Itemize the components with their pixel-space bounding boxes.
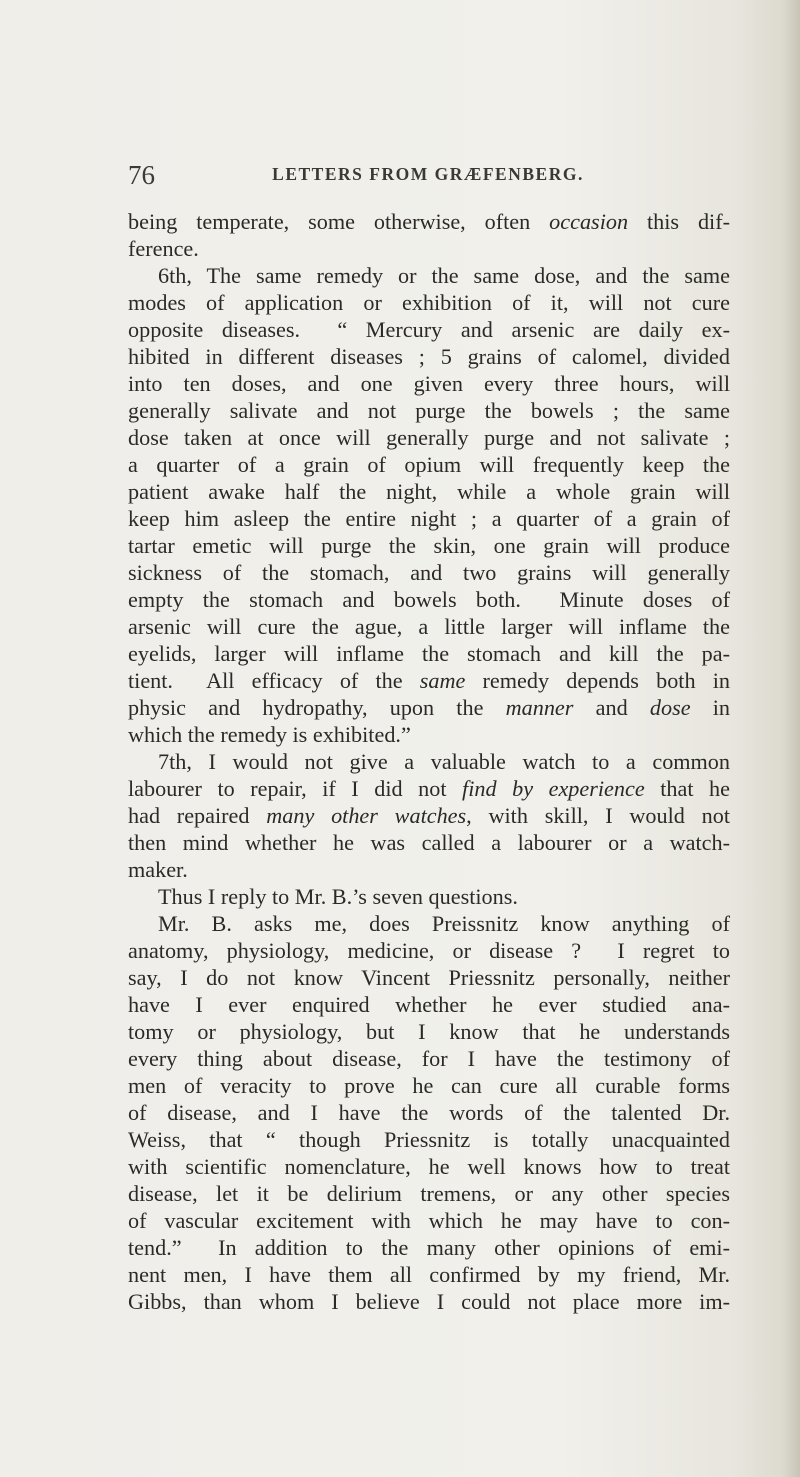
text-segment: disease, let it be delirium tremens, or any other species xyxy=(128,1181,730,1206)
text-segment: arsenic will cure the ague, a little larger will inflame the xyxy=(128,614,730,639)
text-line xyxy=(128,343,730,370)
text-line xyxy=(128,316,730,343)
text-segment: a quarter of a grain of opium will frequently keep the xyxy=(128,452,730,477)
text-line xyxy=(128,856,730,883)
text-line xyxy=(128,1045,730,1072)
text-segment: which the remedy is exhibited.” xyxy=(128,722,411,747)
text-segment: tend.” In addition to the many other opinions of emi- xyxy=(128,1235,730,1260)
text-segment: Thus I reply to Mr. B.’s seven questions. xyxy=(158,884,518,909)
text-segment: sickness of the stomach, and two grains will generally xyxy=(128,560,730,585)
text-line xyxy=(128,1207,730,1234)
text-segment: being temperate, some otherwise, often xyxy=(128,209,550,234)
text-line xyxy=(128,613,730,640)
text-line xyxy=(128,235,730,262)
text-line xyxy=(128,1018,730,1045)
text-segment: every thing about disease, for I have the testimony of xyxy=(128,1046,730,1071)
text-segment: hibited in different diseases ; 5 grains of calomel, divided xyxy=(128,344,730,369)
running-head: LETTERS FROM GRÆFENBERG. xyxy=(272,164,584,184)
text-segment: tient. All efficacy of the xyxy=(128,668,420,693)
text-segment: nent men, I have them all confirmed by my friend, Mr. xyxy=(128,1262,730,1287)
text-segment: ference. xyxy=(128,236,199,261)
text-line xyxy=(128,991,730,1018)
text-segment: into ten doses, and one given every three hours, will xyxy=(128,371,730,396)
text-line xyxy=(128,937,730,964)
text-line xyxy=(128,1099,730,1126)
text-line xyxy=(128,883,730,910)
text-segment: Weiss, that “ though Priessnitz is totally unacquainted xyxy=(128,1127,730,1152)
text-segment: say, I do not know Vincent Priessnitz personally, neither xyxy=(128,965,730,990)
text-segment: had repaired xyxy=(128,803,267,828)
text-line xyxy=(128,1288,730,1315)
text-segment: physic and hydropathy, upon the xyxy=(128,695,506,720)
text-line xyxy=(128,667,730,694)
italic-text-segment: same xyxy=(419,668,466,693)
text-segment: patient awake half the night, while a whole grain will xyxy=(128,479,730,504)
text-line xyxy=(128,532,730,559)
text-segment: 7th, I would not give a valuable watch to a common xyxy=(158,749,730,774)
text-segment: Gibbs, than whom I believe I could not place more im- xyxy=(128,1289,730,1314)
text-line xyxy=(128,1261,730,1288)
text-line xyxy=(128,424,730,451)
text-segment: maker. xyxy=(128,857,188,882)
italic-text-segment: many other watches xyxy=(266,803,467,828)
text-line xyxy=(128,262,730,289)
text-line xyxy=(128,802,730,829)
text-line xyxy=(128,208,730,235)
text-segment: have I ever enquired whether he ever studied ana- xyxy=(128,992,730,1017)
text-line xyxy=(128,640,730,667)
text-segment: dose taken at once will generally purge and not salivate ; xyxy=(128,425,730,450)
text-segment: remedy depends both in xyxy=(465,668,730,693)
text-segment: that he xyxy=(644,776,730,801)
text-line xyxy=(128,1153,730,1180)
text-line xyxy=(128,397,730,424)
text-line xyxy=(128,910,730,937)
text-line xyxy=(128,748,730,775)
text-line xyxy=(128,451,730,478)
text-line xyxy=(128,289,730,316)
text-line xyxy=(128,829,730,856)
text-line xyxy=(128,694,730,721)
text-segment: keep him asleep the entire night ; a quarter of a grain of xyxy=(128,506,730,531)
page-number: 76 xyxy=(128,160,155,190)
text-segment: tartar emetic will purge the skin, one grain will produce xyxy=(128,533,730,558)
text-segment: then mind whether he was called a labourer or a watch- xyxy=(128,830,730,855)
text-segment: in xyxy=(690,695,731,720)
text-line xyxy=(128,721,730,748)
italic-text-segment: dose xyxy=(649,695,691,720)
text-segment: men of veracity to prove he can cure all curable forms xyxy=(128,1073,730,1098)
text-line xyxy=(128,478,730,505)
italic-text-segment: occasion xyxy=(549,209,629,234)
text-line xyxy=(128,1126,730,1153)
text-line xyxy=(128,1072,730,1099)
page-header xyxy=(128,160,728,194)
text-segment: , with skill, I would not xyxy=(466,803,730,828)
text-segment: 6th, The same remedy or the same dose, and the same xyxy=(158,263,730,288)
text-segment: of vascular excitement with which he may have to con- xyxy=(128,1208,730,1233)
text-segment: and xyxy=(573,695,650,720)
text-segment: eyelids, larger will inflame the stomach and kill the pa- xyxy=(128,641,730,666)
text-segment: labourer to repair, if I did not xyxy=(128,776,463,801)
italic-text-segment: manner xyxy=(505,695,574,720)
text-segment: anatomy, physiology, medicine, or disease ? I regret to xyxy=(128,938,730,963)
text-line xyxy=(128,559,730,586)
text-line xyxy=(128,1234,730,1261)
text-segment: opposite diseases. “ Mercury and arsenic are daily ex- xyxy=(128,317,730,342)
body-text xyxy=(128,208,730,1315)
text-segment: empty the stomach and bowels both. Minute doses of xyxy=(128,587,730,612)
text-segment: this dif- xyxy=(628,209,730,234)
text-segment: of disease, and I have the words of the talented Dr. xyxy=(128,1100,730,1125)
page-edge-shadow xyxy=(782,0,800,1477)
italic-text-segment: find by experience xyxy=(462,776,645,801)
text-segment: generally salivate and not purge the bowels ; the same xyxy=(128,398,730,423)
text-line xyxy=(128,586,730,613)
text-line xyxy=(128,1180,730,1207)
text-segment: Mr. B. asks me, does Preissnitz know anything of xyxy=(158,911,730,936)
text-line xyxy=(128,370,730,397)
text-segment: tomy or physiology, but I know that he understands xyxy=(128,1019,730,1044)
text-line xyxy=(128,775,730,802)
text-line xyxy=(128,505,730,532)
text-line xyxy=(128,964,730,991)
text-segment: with scientific nomenclature, he well knows how to treat xyxy=(128,1154,730,1179)
text-segment: modes of application or exhibition of it, will not cure xyxy=(128,290,730,315)
